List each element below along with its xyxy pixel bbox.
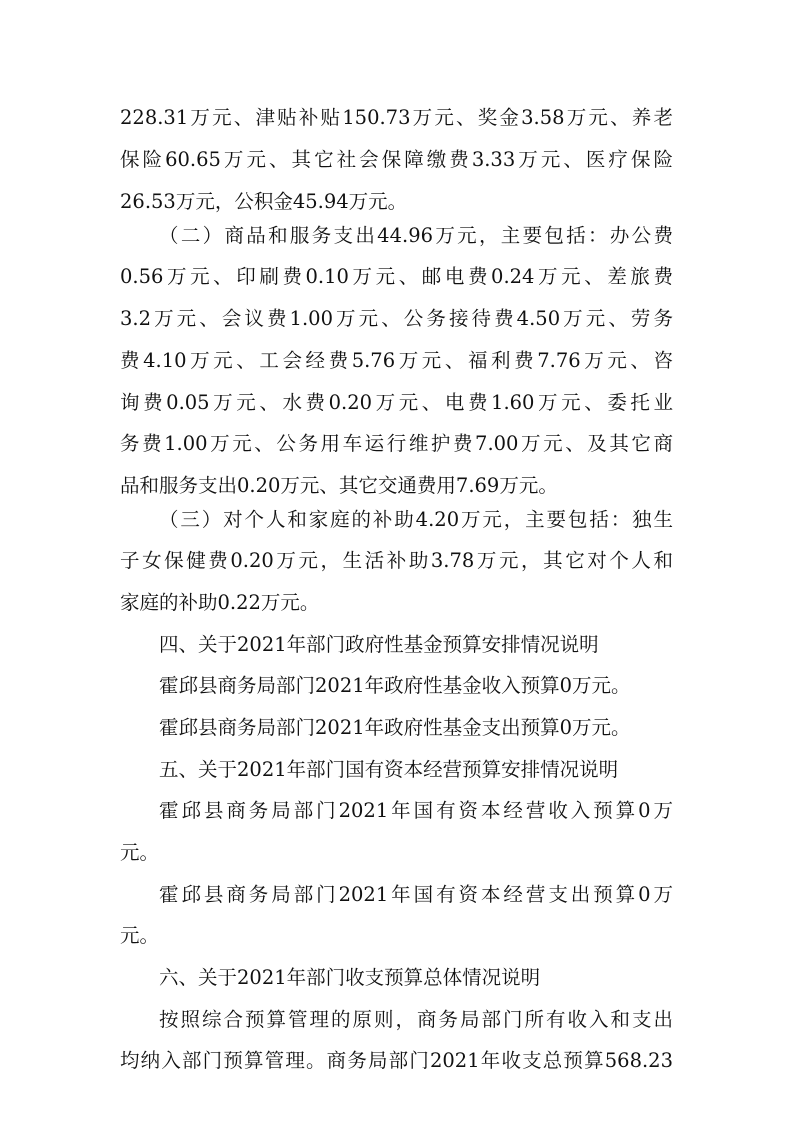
text-line-5: 0.56万元、印刷费0.10万元、邮电费0.24万元、差旅费 [120,265,673,288]
text-line-19: 元。 [120,841,160,864]
text-line-23: 按照综合预算管理的原则，商务局部门所有收入和支出 [159,1008,673,1031]
text-line-18: 霍邱县商务局部门2021年国有资本经营收入预算0万 [159,799,673,822]
paragraph-3-heading-line: （三）对个人和家庭的补助4.20万元，主要包括：独生 [159,508,673,531]
text-line-12: 子女保健费0.20万元，生活补助3.78万元，其它对个人和 [120,549,673,572]
text-line-24: 均纳入部门预算管理。商务局部门2021年收支总预算568.23 [120,1049,673,1072]
section-5-heading: 五、关于2021年部门国有资本经营预算安排情况说明 [159,758,619,781]
text-line-7: 费4.10万元、工会经费5.76万元、福利费7.76万元、咨 [120,349,673,372]
text-line-21: 元。 [120,924,160,947]
text-line-8: 询费0.05万元、水费0.20万元、电费1.60万元、委托业 [120,391,673,414]
text-line-20: 霍邱县商务局部门2021年国有资本经营支出预算0万 [159,883,673,906]
text-line-2: 保险60.65万元、其它社会保障缴费3.33万元、医疗保险 [120,148,673,171]
text-line-9: 务费1.00万元、公务用车运行维护费7.00万元、及其它商 [120,432,673,455]
section-4-heading: 四、关于2021年部门政府性基金预算安排情况说明 [159,633,599,656]
text-line-1: 228.31万元、津贴补贴150.73万元、奖金3.58万元、养老 [120,106,673,129]
section-6-heading: 六、关于2021年部门收支预算总体情况说明 [159,966,541,989]
text-line-6: 3.2万元、会议费1.00万元、公务接待费4.50万元、劳务 [120,307,673,330]
text-line-16: 霍邱县商务局部门2021年政府性基金支出预算0万元。 [159,716,631,739]
text-line-3: 26.53万元，公积金45.94万元。 [120,190,408,213]
text-line-15: 霍邱县商务局部门2021年政府性基金收入预算0万元。 [159,674,631,697]
text-line-10: 品和服务支出0.20万元、其它交通费用7.69万元。 [120,474,558,497]
text-line-13: 家庭的补助0.22万元。 [120,591,320,614]
paragraph-2-heading-line: （二）商品和服务支出44.96万元，主要包括：办公费 [159,224,673,247]
